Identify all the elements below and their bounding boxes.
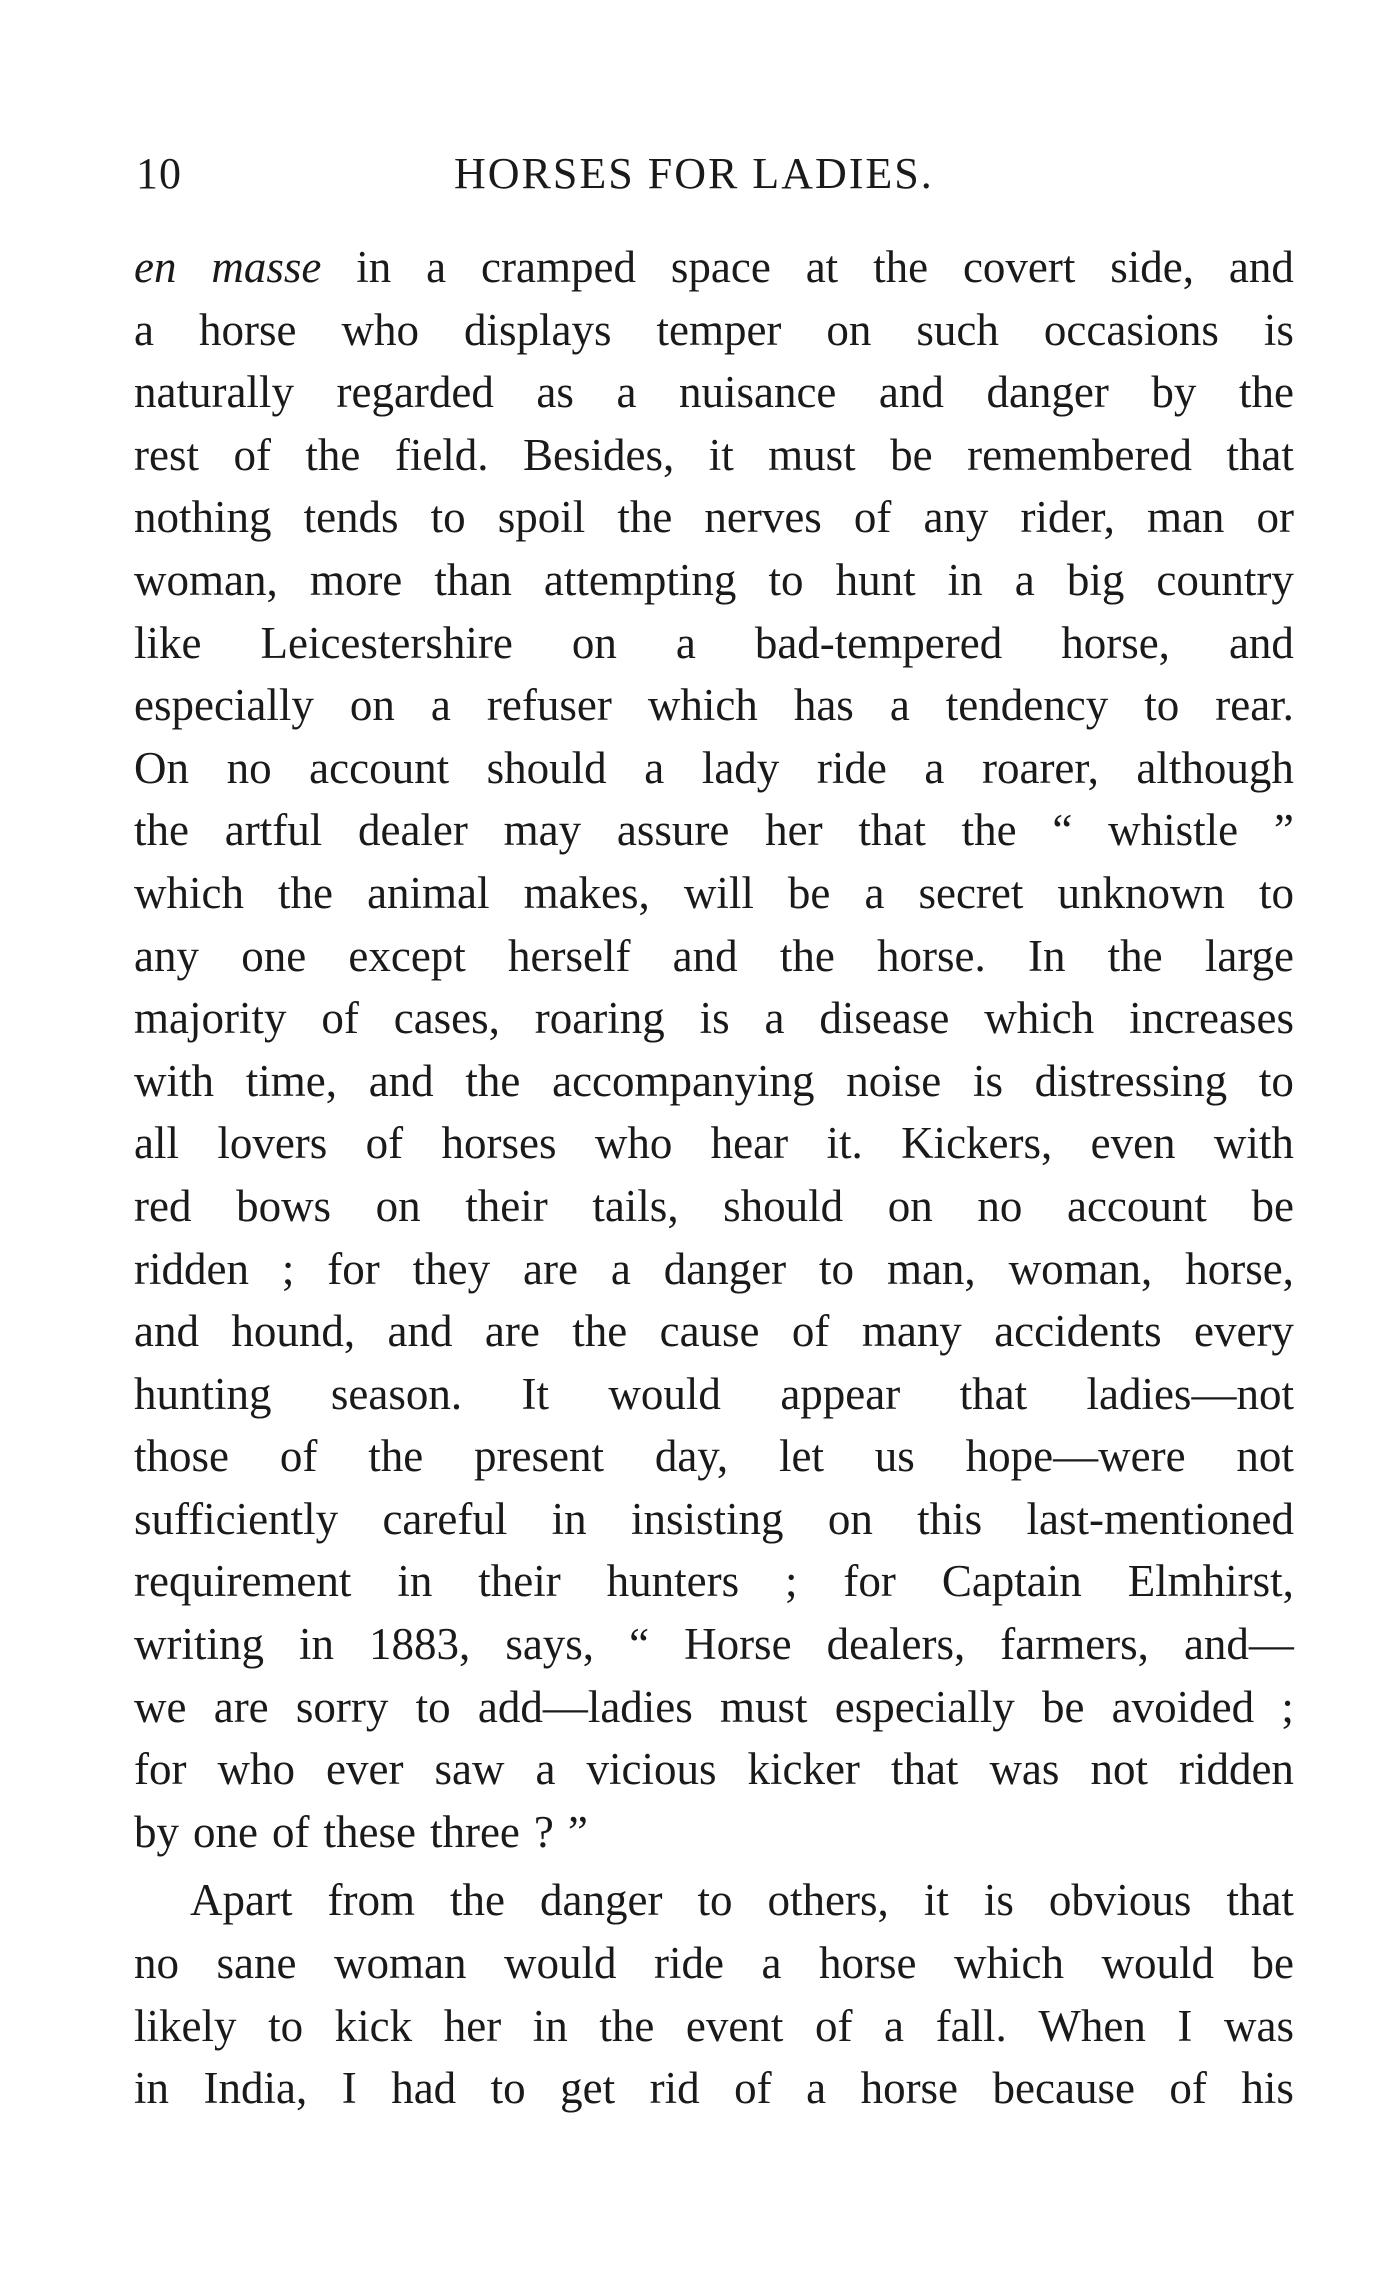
text-line: those of the present day, let us hope—were not xyxy=(134,1431,1294,1482)
text-line: On no account should a lady ride a roarer, although xyxy=(134,742,1294,793)
text-line: especially on a refuser which has a tendency to rear. xyxy=(134,680,1294,731)
text-line: sufficiently careful in insisting on this last-mentioned xyxy=(134,1493,1294,1544)
text-line: woman, more than attempting to hunt in a big country xyxy=(134,554,1294,605)
text-line: nothing tends to spoil the nerves of any rider, man or xyxy=(134,492,1294,543)
text-line: for who ever saw a vicious kicker that was not ridden xyxy=(134,1744,1294,1795)
paragraph xyxy=(134,236,1294,1863)
text-line: all lovers of horses who hear it. Kickers, even with xyxy=(134,1118,1294,1169)
paragraph xyxy=(134,1869,1294,2119)
text-line: likely to kick her in the event of a fall. When I was xyxy=(134,2000,1294,2051)
page-header xyxy=(136,148,1286,208)
text-line: rest of the field. Besides, it must be remembered that xyxy=(134,429,1294,480)
text-line: writing in 1883, says, “ Horse dealers, farmers, and— xyxy=(134,1619,1294,1670)
text-line: we are sorry to add—ladies must especially be avoided ; xyxy=(134,1681,1294,1732)
text-line: the artful dealer may assure her that the “ whistle ” xyxy=(134,805,1294,856)
text-line: by one of these three ? ” xyxy=(134,1806,588,1857)
text-line: Apart from the danger to others, it is obvious that xyxy=(190,1875,1294,1926)
text-line: naturally regarded as a nuisance and danger by the xyxy=(134,367,1294,418)
text-line: any one except herself and the horse. In the large xyxy=(134,930,1294,981)
text-line: a horse who displays temper on such occasions is xyxy=(134,304,1294,355)
body-text xyxy=(134,236,1294,2120)
text-line: in India, I had to get rid of a horse because of his xyxy=(134,2063,1294,2114)
text-line: and hound, and are the cause of many accidents every xyxy=(134,1306,1294,1357)
page-number: 10 xyxy=(136,149,182,198)
text-line: en masse in a cramped space at the covert side, and xyxy=(134,242,1294,292)
text-line: majority of cases, roaring is a disease which increases xyxy=(134,993,1294,1044)
text-line: ridden ; for they are a danger to man, woman, horse, xyxy=(134,1243,1294,1294)
text-line: with time, and the accompanying noise is distressing to xyxy=(134,1055,1294,1106)
text-line: which the animal makes, will be a secret unknown to xyxy=(134,867,1294,918)
text-line: like Leicestershire on a bad-tempered horse, and xyxy=(134,617,1294,668)
running-title: HORSES FOR LADIES. xyxy=(454,149,934,198)
text-line: requirement in their hunters ; for Captain Elmhirst, xyxy=(134,1556,1294,1607)
text-line: no sane woman would ride a horse which would be xyxy=(134,1938,1294,1989)
text-line: hunting season. It would appear that ladies—not xyxy=(134,1368,1294,1419)
text-line: red bows on their tails, should on no account be xyxy=(134,1180,1294,1231)
